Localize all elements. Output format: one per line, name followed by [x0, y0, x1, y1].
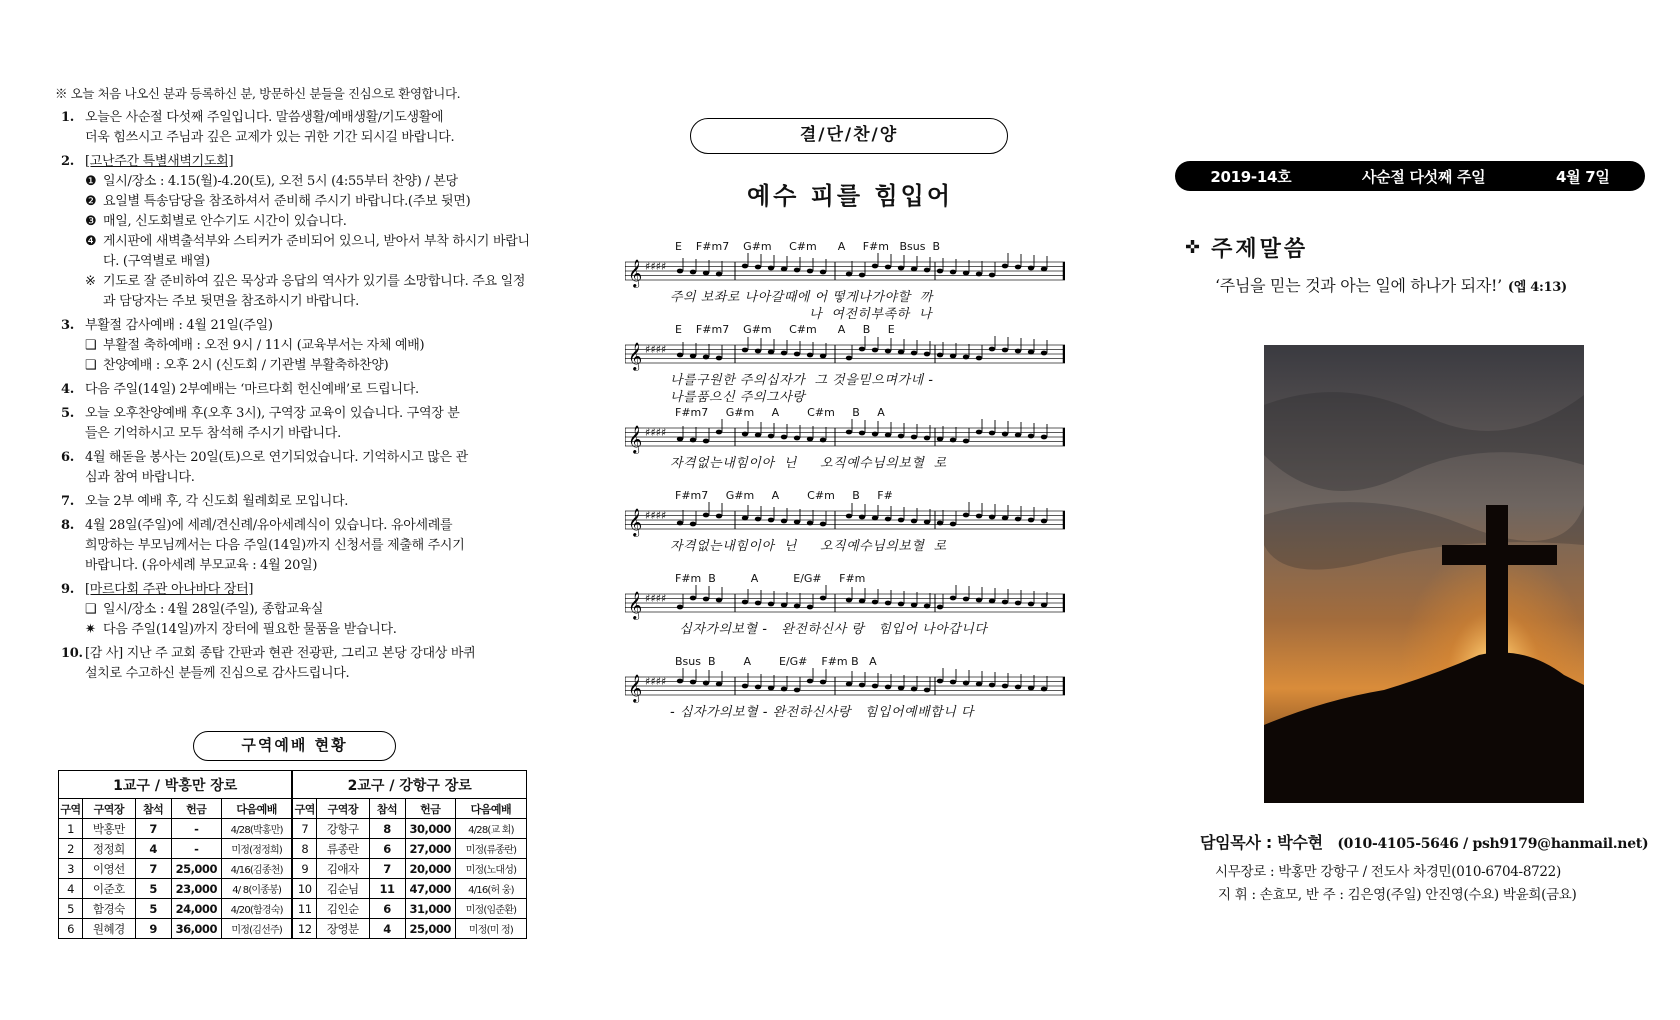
music-staff-info: 지 휘 : 손효모, 반 주 : 김은영(주일) 안진영(수요) 박윤희(금요)	[1218, 887, 1577, 903]
announcement-body	[85, 404, 535, 444]
announcement-item	[55, 380, 535, 400]
column-header: 구역장	[317, 799, 369, 819]
svg-text:𝄞: 𝄞	[628, 342, 643, 370]
bullet-icon: ❹	[85, 234, 97, 249]
table-cell: 2	[59, 839, 83, 859]
group2-header: 2교구 / 강항구 장로	[292, 771, 526, 799]
table-cell: 7	[135, 859, 171, 879]
table-cell: 박홍만	[83, 819, 135, 839]
svg-text:♯♯♯♯: ♯♯♯♯	[645, 426, 667, 439]
subitem-text: 일시/장소 : 4.15(월)-4.20(토), 오전 5시 (4:55부터 찬양) / 본당	[103, 174, 458, 189]
pastor-contact: (010-4105-5646 / psh9179@hanmail.net)	[1337, 836, 1649, 852]
table-cell: 6	[369, 839, 405, 859]
subitem-text: 다음 주일(14일)까지 장터에 필요한 물품을 받습니다.	[103, 622, 397, 637]
table-cell: 강항구	[317, 819, 369, 839]
music-staff	[625, 655, 1070, 738]
svg-text:𝄞: 𝄞	[628, 259, 643, 287]
announcement-body	[85, 516, 535, 576]
announcement-subitem	[85, 620, 535, 640]
announcement-line: 부활절 감사예배 : 4월 21일(주일)	[85, 318, 273, 333]
bullet-icon: ❸	[85, 214, 97, 229]
table-cell: 미정(미 정)	[455, 919, 526, 939]
announcement-subitem	[85, 336, 535, 356]
chord-symbols: F#m7 G#m A C#m B F#	[675, 489, 893, 502]
table-cell: 9	[292, 859, 316, 879]
table-cell: 11	[369, 879, 405, 899]
table-cell: -	[171, 839, 221, 859]
music-staff	[625, 489, 1070, 572]
theme-verse-reference: (엡 4:13)	[1507, 280, 1567, 295]
choir-section-title: 결/단/찬/양	[690, 118, 1008, 154]
table-cell: 4/ 8(이종봉)	[221, 879, 292, 899]
announcement-number: 8.	[61, 518, 74, 533]
subitem-text: 기도로 잘 준비하여 깊은 묵상과 응답의 역사가 있기를 소망합니다. 주요 일정과 담당자는 주보 뒷면을 참조하시기 바랍니다.	[103, 274, 526, 309]
table-cell: 10	[292, 879, 316, 899]
music-staff	[625, 572, 1070, 655]
table-cell: 12	[292, 919, 316, 939]
announcement-line: 다음 주일(14일) 2부예배는 ‘마르다회 헌신예배’로 드립니다.	[85, 382, 419, 397]
table-cell: 4	[135, 839, 171, 859]
table-cell: 4	[59, 879, 83, 899]
table-cell: 미정(김선주)	[221, 919, 292, 939]
table-cell: 이준호	[83, 879, 135, 899]
bullet-icon: ※	[85, 274, 96, 289]
announcement-line: 오늘 오후찬양예배 후(오후 3시), 구역장 교육이 있습니다. 구역장 분	[85, 406, 460, 421]
music-staff	[625, 240, 1070, 323]
announcement-line: 설치로 수고하신 분들께 진심으로 감사드립니다.	[85, 666, 350, 681]
svg-text:♯♯♯♯: ♯♯♯♯	[645, 675, 667, 688]
svg-text:♯♯♯♯: ♯♯♯♯	[645, 509, 667, 522]
announcement-body	[85, 380, 535, 400]
column-header: 다음예배	[455, 799, 526, 819]
announcement-number: 9.	[61, 582, 74, 597]
bulletin-banner	[1175, 161, 1645, 191]
table-cell: 31,000	[405, 899, 455, 919]
table-cell: 1	[59, 819, 83, 839]
table-cell: 김순님	[317, 879, 369, 899]
table-row	[59, 839, 527, 859]
announcement-line: 더욱 힘쓰시고 주님과 깊은 교제가 있는 귀한 기간 되시길 바랍니다.	[85, 130, 455, 145]
liturgical-season: 사순절 다섯째 주일	[1361, 167, 1486, 186]
svg-text:♯♯♯♯: ♯♯♯♯	[645, 592, 667, 605]
music-staff	[625, 323, 1070, 406]
announcement-body	[85, 580, 535, 640]
lyric-line: 나를품으신 주의그사랑	[670, 390, 806, 405]
column-header: 헌금	[405, 799, 455, 819]
chord-symbols: E F#m7 G#m C#m A F#m Bsus B	[675, 240, 940, 253]
subitem-text: 부활절 축하예배 : 오전 9시 / 11시 (교육부서는 자체 예배)	[103, 338, 425, 353]
announcement-body	[85, 152, 535, 312]
table-cell: 함경숙	[83, 899, 135, 919]
table-row	[59, 879, 527, 899]
column-header: 헌금	[171, 799, 221, 819]
announcement-item	[55, 644, 535, 684]
table-cell: 4/28(교 회)	[455, 819, 526, 839]
sheet-music	[625, 240, 1070, 738]
announcement-subitem	[85, 172, 535, 192]
announcement-item	[55, 516, 535, 576]
announcements-panel	[55, 84, 535, 684]
table-cell: 4/20(함경숙)	[221, 899, 292, 919]
svg-text:𝄞: 𝄞	[628, 591, 643, 619]
table-cell: 7	[369, 859, 405, 879]
theme-label: 주제말씀	[1211, 237, 1309, 262]
table-cell: 23,000	[171, 879, 221, 899]
announcement-number: 5.	[61, 406, 74, 421]
bullet-icon: ❑	[85, 338, 97, 353]
table-cell: 5	[59, 899, 83, 919]
announcement-body	[85, 108, 535, 148]
bullet-icon: ❶	[85, 174, 97, 189]
bulletin-date: 4월 7일	[1556, 167, 1610, 186]
lyric-line: 십자가의보혈 - 완전하신사 랑 힘입어 나아갑니다	[670, 622, 988, 637]
table-cell: 이영선	[83, 859, 135, 879]
table-cell: 5	[135, 899, 171, 919]
chord-symbols: Bsus B A E/G# F#m B A	[675, 655, 877, 668]
announcement-number: 2.	[61, 154, 74, 169]
bullet-icon: ❑	[85, 602, 97, 617]
chord-symbols: F#m7 G#m A C#m B A	[675, 406, 885, 419]
subitem-text: 매일, 신도회별로 안수기도 시간이 있습니다.	[103, 214, 347, 229]
table-cell: 9	[135, 919, 171, 939]
table-cell: 정정희	[83, 839, 135, 859]
subitem-text: 일시/장소 : 4월 28일(주일), 종합교육실	[103, 602, 324, 617]
table-cell: 7	[135, 819, 171, 839]
table-cell: 미정(정정희)	[221, 839, 292, 859]
music-staff	[625, 406, 1070, 489]
table-cell: 7	[292, 819, 316, 839]
announcement-item	[55, 152, 535, 312]
theme-heading	[1185, 232, 1308, 263]
announcement-number: 6.	[61, 450, 74, 465]
table-cell: 미정(임준환)	[455, 899, 526, 919]
theme-verse-text: ‘주님을 믿는 것과 아는 일에 하나가 되자!’	[1215, 276, 1502, 295]
table-cell: 5	[135, 879, 171, 899]
announcement-number: 4.	[61, 382, 74, 397]
lyric-line: 자격없는내힘이아 닌 오직예수님의보혈 로	[670, 539, 947, 554]
lyric-line: 나 여전히부족하 나	[670, 307, 932, 322]
subitem-text: 찬양예배 : 오후 2시 (신도회 / 기관별 부활축하찬양)	[103, 358, 389, 373]
table-cell: 27,000	[405, 839, 455, 859]
bullet-icon: ❷	[85, 194, 97, 209]
table-cell: 24,000	[171, 899, 221, 919]
chord-symbols: F#m B A E/G# F#m	[675, 572, 866, 585]
announcement-subitem	[85, 212, 535, 232]
announcement-item	[55, 492, 535, 512]
announcement-body	[85, 492, 535, 512]
announcement-line: 4월 해돋을 봉사는 20일(토)으로 연기되었습니다. 기억하시고 많은 관	[85, 450, 468, 465]
table-cell: 6	[59, 919, 83, 939]
region-worship-table	[58, 770, 527, 939]
chord-symbols: E F#m7 G#m C#m A B E	[675, 323, 895, 336]
table-cell: 6	[369, 899, 405, 919]
table-cell: 류종란	[317, 839, 369, 859]
elders-info: 시무장로 : 박홍만 강항구 / 전도사 차경민(010-6704-8722)	[1215, 864, 1561, 880]
song-title: 예수 피를 힘입어	[747, 182, 953, 210]
announcement-line: 오늘 2부 예배 후, 각 신도회 월례회로 모입니다.	[85, 494, 349, 509]
column-header: 구역	[292, 799, 316, 819]
announcement-item	[55, 448, 535, 488]
table-cell: 3	[59, 859, 83, 879]
table-cell: 30,000	[405, 819, 455, 839]
announcement-body	[85, 316, 535, 376]
table-cell: 47,000	[405, 879, 455, 899]
table-cell: 8	[369, 819, 405, 839]
pastor-name: 담임목사 : 박수현	[1200, 833, 1323, 852]
announcement-line: 오늘은 사순절 다섯째 주일입니다. 말씀생활/예배생활/기도생활에	[85, 110, 444, 125]
table-cell: 4/28(박홍만)	[221, 819, 292, 839]
announcement-subitem	[85, 600, 535, 620]
announcement-list	[55, 108, 535, 684]
issue-number: 2019-14호	[1210, 167, 1292, 186]
lyric-line: 나를구원한 주의십자가 그 것을믿으며가네 -	[670, 373, 934, 388]
table-cell: 원혜경	[83, 919, 135, 939]
table-cell: 미정(류종란)	[455, 839, 526, 859]
lyric-line: - 십자가의보혈 - 완전하신사랑 힘입어예배합니 다	[670, 705, 974, 720]
table-cell: 장영분	[317, 919, 369, 939]
announcement-subitem	[85, 232, 535, 272]
cross-silhouette-icon	[1264, 345, 1584, 803]
region-table-body	[59, 819, 527, 939]
table-cell: 미정(노대성)	[455, 859, 526, 879]
table-row	[59, 859, 527, 879]
column-header-row	[59, 799, 527, 819]
table-cell: 25,000	[171, 859, 221, 879]
announcement-number: 7.	[61, 494, 74, 509]
svg-text:♯♯♯♯: ♯♯♯♯	[645, 343, 667, 356]
announcement-subitem	[85, 356, 535, 376]
column-header: 다음예배	[221, 799, 292, 819]
table-cell: 20,000	[405, 859, 455, 879]
announcement-subitem	[85, 272, 535, 312]
table-cell: 4/16(김종천)	[221, 859, 292, 879]
announcement-line: [감 사] 지난 주 교회 종탑 간판과 현관 전광판, 그리고 본당 강대상 바퀴	[85, 646, 476, 661]
announcement-line: 바랍니다. (유아세례 부모교육 : 4월 20일)	[85, 558, 318, 573]
pastor-info	[1200, 830, 1648, 853]
svg-text:♯♯♯♯: ♯♯♯♯	[645, 260, 667, 273]
announcement-item	[55, 580, 535, 640]
table-cell: 김인순	[317, 899, 369, 919]
table-cell: 김애자	[317, 859, 369, 879]
cross-bullet-icon: ✜	[1185, 237, 1204, 258]
subitem-text: 요일별 특송담당을 참조하셔서 준비해 주시기 바랍니다.(주보 뒷면)	[103, 194, 471, 209]
table-cell: 4	[369, 919, 405, 939]
announcement-line: 들은 기억하시고 모두 참석해 주시기 바랍니다.	[85, 426, 341, 441]
table-cell: 4/16(허 웅)	[455, 879, 526, 899]
table-cell: 36,000	[171, 919, 221, 939]
svg-text:𝄞: 𝄞	[628, 674, 643, 702]
announcement-number: 1.	[61, 110, 74, 125]
svg-text:𝄞: 𝄞	[628, 508, 643, 536]
welcome-message: ※ 오늘 처음 나오신 분과 등록하신 분, 방문하신 분들을 진심으로 환영합니다.	[55, 86, 461, 101]
column-header: 구역장	[83, 799, 135, 819]
announcement-body	[85, 644, 535, 684]
subitem-text: 게시판에 새벽출석부와 스티커가 준비되어 있으니, 받아서 부착 하시기 바랍니다. (구역별로 배열)	[103, 234, 530, 269]
column-header: 구역	[59, 799, 83, 819]
bullet-icon: ❑	[85, 358, 97, 373]
svg-text:𝄞: 𝄞	[628, 425, 643, 453]
group1-header: 1교구 / 박홍만 장로	[59, 771, 293, 799]
announcement-item	[55, 108, 535, 148]
announcement-item	[55, 316, 535, 376]
announcement-body	[85, 448, 535, 488]
table-row	[59, 919, 527, 939]
announcement-number: 3.	[61, 318, 74, 333]
lyric-line: 주의 보좌로 나아갈때에 어 떻게나가야할 까	[670, 290, 933, 305]
region-worship-title: 구역예배 현황	[193, 731, 396, 761]
announcement-line: 심과 참여 바랍니다.	[85, 470, 195, 485]
table-row	[59, 819, 527, 839]
announcement-title: [마르다회 주관 아나바다 장터]	[85, 582, 254, 597]
announcement-item	[55, 404, 535, 444]
announcement-line: 4월 28일(주일)에 세례/견신례/유아세례식이 있습니다. 유아세례를	[85, 518, 453, 533]
column-header: 참석	[369, 799, 405, 819]
announcement-number: 10.	[61, 646, 83, 661]
announcement-line: 희망하는 부모님께서는 다음 주일(14일)까지 신청서를 제출해 주시기	[85, 538, 465, 553]
lyric-line: 자격없는내힘이아 닌 오직예수님의보혈 로	[670, 456, 947, 471]
table-cell: -	[171, 819, 221, 839]
announcement-subitem	[85, 192, 535, 212]
theme-verse	[1215, 273, 1567, 296]
table-row	[59, 899, 527, 919]
table-cell: 8	[292, 839, 316, 859]
announcement-title: [고난주간 특별새벽기도회]	[85, 154, 234, 169]
cross-sunset-image	[1264, 345, 1584, 803]
bullet-icon: ✷	[85, 622, 96, 637]
table-cell: 25,000	[405, 919, 455, 939]
table-cell: 11	[292, 899, 316, 919]
column-header: 참석	[135, 799, 171, 819]
